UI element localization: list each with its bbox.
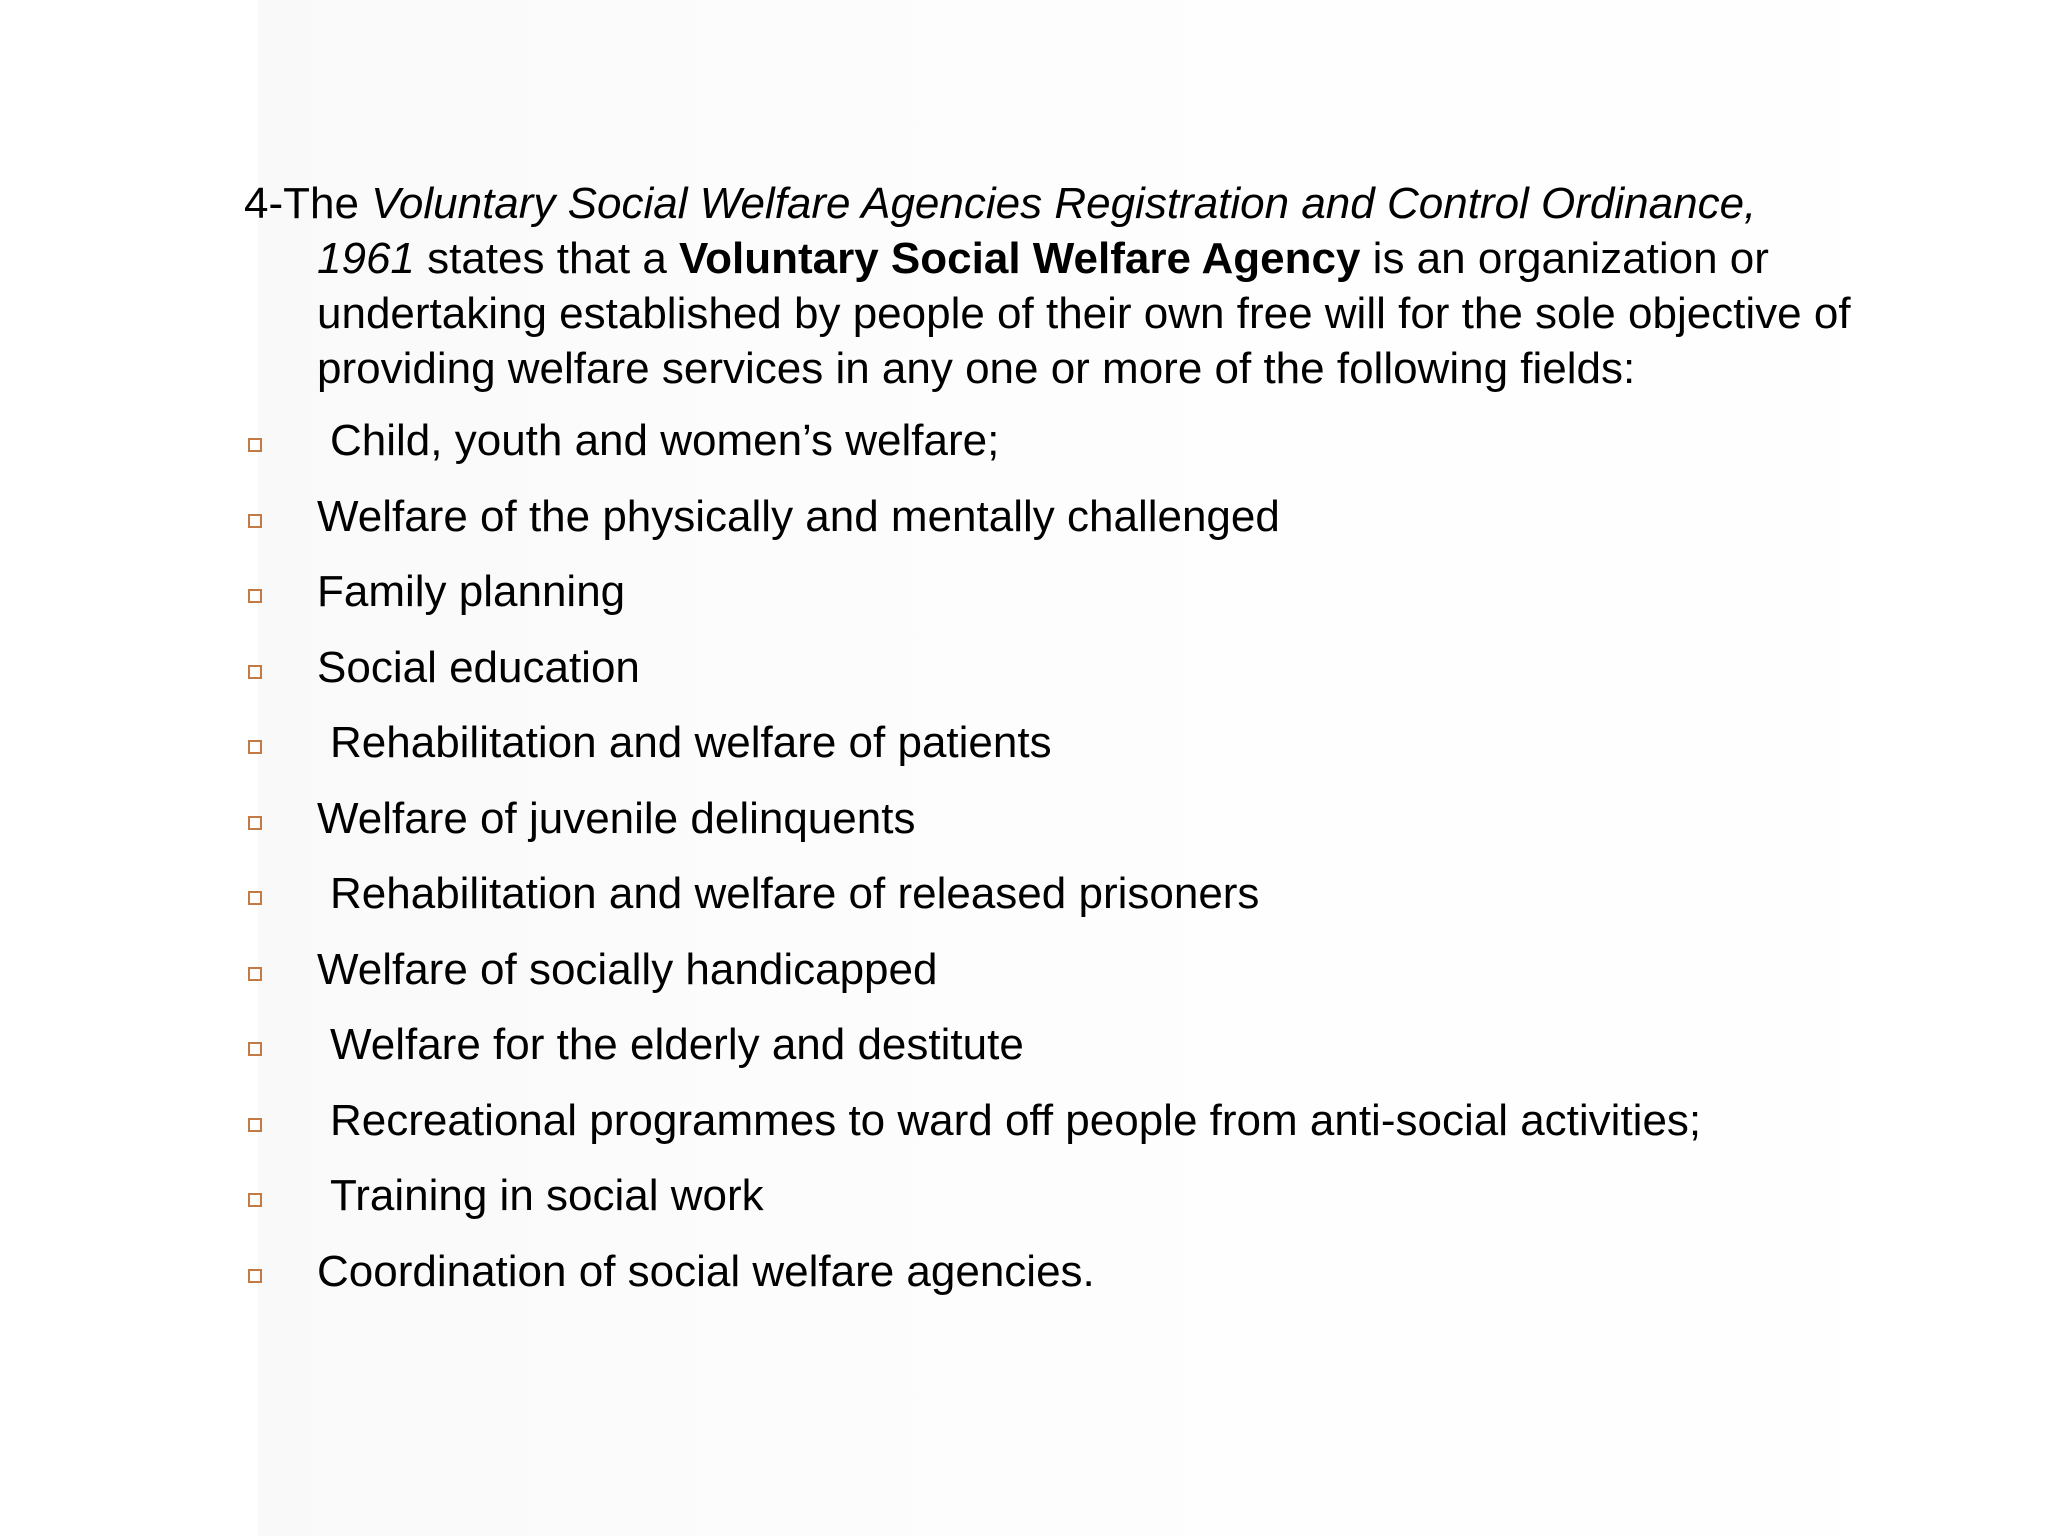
list-item-text: Rehabilitation and welfare of patients — [330, 718, 1052, 767]
intro-paragraph — [244, 176, 1944, 396]
intro-line-2 — [244, 231, 1944, 286]
list-item — [244, 1168, 1944, 1244]
list-item — [244, 942, 1944, 1018]
ordinance-title: Voluntary Social Welfare Agencies Registration and Control Ordinance, — [371, 179, 1757, 228]
square-bullet-icon — [248, 967, 262, 981]
list-item-text: Social education — [317, 642, 640, 692]
list-item-text: Rehabilitation and welfare of released prisoners — [330, 869, 1260, 918]
list-item — [244, 413, 1944, 489]
list-item-text: Recreational programmes to ward off people from anti-social activities; — [330, 1095, 1702, 1145]
intro-prefix: 4-The — [244, 179, 372, 228]
intro-line-2-suffix: is an organization or — [1360, 234, 1769, 283]
square-bullet-icon — [248, 1269, 262, 1283]
list-item — [244, 640, 1944, 716]
list-item — [244, 1093, 1944, 1169]
fields-list — [244, 413, 1944, 1319]
list-item — [244, 564, 1944, 640]
intro-line-3: undertaking established by people of their own free will for the sole objective of — [317, 289, 1851, 338]
list-item — [244, 715, 1944, 791]
list-item — [244, 866, 1944, 942]
square-bullet-icon — [248, 816, 262, 830]
list-item — [244, 1244, 1944, 1320]
square-bullet-icon — [248, 514, 262, 528]
square-bullet-icon — [248, 891, 262, 905]
intro-line-4: providing welfare services in any one or more of the following fields: — [317, 344, 1636, 393]
square-bullet-icon — [248, 589, 262, 603]
list-item-text: Welfare of the physically and mentally challenged — [317, 491, 1280, 541]
list-item-text: Welfare of socially handicapped — [317, 944, 938, 994]
list-item — [244, 489, 1944, 565]
list-item-text: Welfare for the elderly and destitute — [330, 1020, 1024, 1069]
list-item — [244, 791, 1944, 867]
square-bullet-icon — [248, 665, 262, 679]
list-item-text: Family planning — [317, 567, 626, 616]
square-bullet-icon — [248, 740, 262, 754]
square-bullet-icon — [248, 1118, 262, 1132]
list-item-text: Welfare of juvenile delinquents — [317, 793, 916, 843]
list-item — [244, 1017, 1944, 1093]
square-bullet-icon — [248, 1193, 262, 1207]
defined-term: Voluntary Social Welfare Agency — [679, 234, 1361, 283]
intro-line-1 — [244, 176, 1944, 231]
list-item-text: Child, youth and women’s welfare; — [330, 416, 1000, 465]
list-item-text: Training in social work — [330, 1171, 764, 1220]
square-bullet-icon — [248, 438, 262, 452]
ordinance-year: 1961 — [317, 234, 415, 283]
list-item-text: Coordination of social welfare agencies. — [317, 1246, 1095, 1296]
states-text: states that a — [414, 234, 680, 283]
square-bullet-icon — [248, 1042, 262, 1056]
